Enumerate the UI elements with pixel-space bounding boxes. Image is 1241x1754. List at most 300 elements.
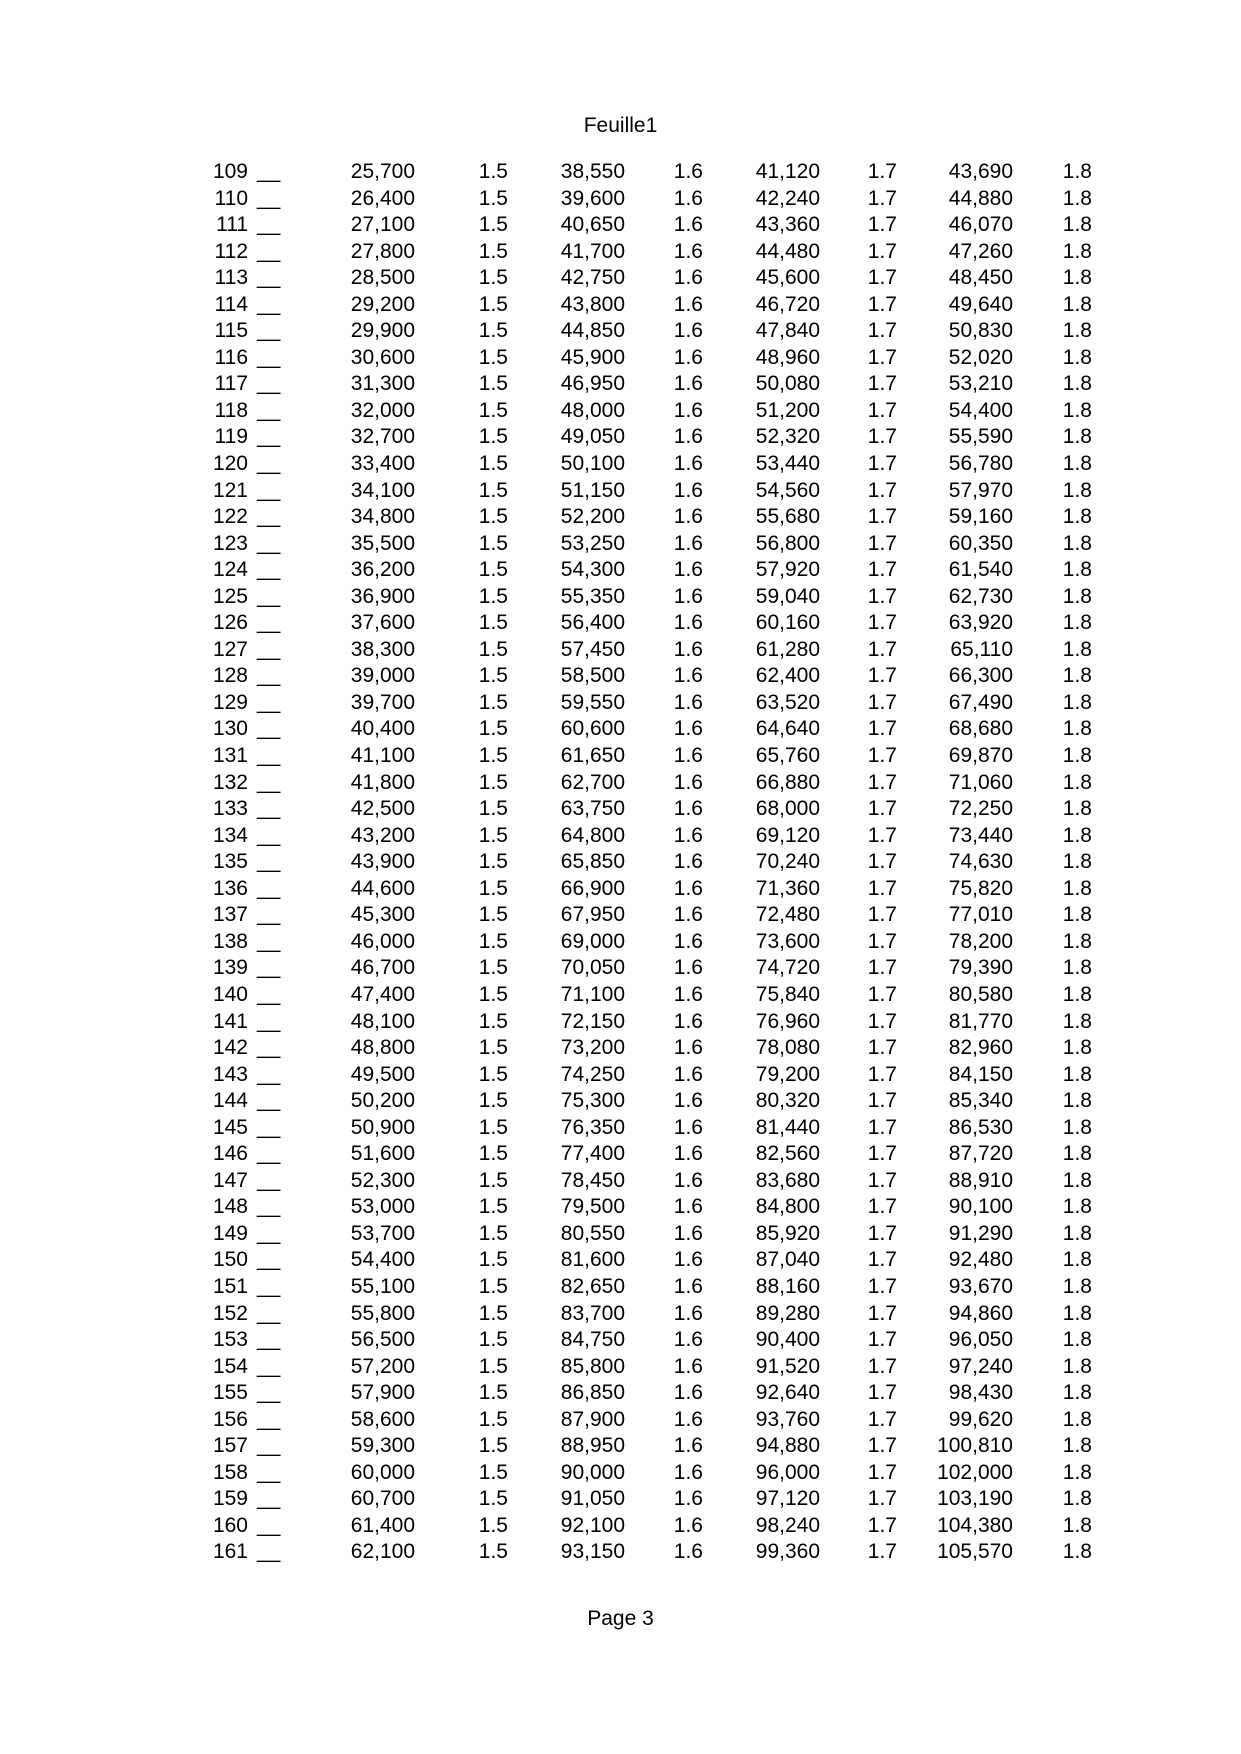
cell-coefficient-1-5: 1.5 bbox=[478, 398, 508, 422]
table-row bbox=[195, 796, 1092, 823]
cell-underscore-mark: __ bbox=[257, 160, 281, 183]
cell-amount-times-1-5: 78,450 bbox=[560, 1168, 625, 1192]
cell-coefficient-1-7: 1.7 bbox=[867, 1434, 897, 1458]
cell-coefficient-1-7: 1.7 bbox=[867, 1381, 897, 1405]
table-row bbox=[195, 1301, 1092, 1328]
cell-amount-times-1-5: 56,400 bbox=[560, 611, 625, 635]
cell-line-number: 126 bbox=[212, 611, 248, 635]
cell-coefficient-1-8: 1.8 bbox=[1062, 611, 1092, 635]
cell-base-amount: 46,700 bbox=[350, 956, 415, 980]
cell-amount-times-1-5: 72,150 bbox=[560, 1009, 625, 1033]
cell-coefficient-1-6: 1.6 bbox=[673, 956, 703, 980]
cell-coefficient-1-8: 1.8 bbox=[1062, 717, 1092, 741]
cell-amount-times-1-5: 41,700 bbox=[560, 239, 625, 263]
cell-amount-times-1-5: 64,800 bbox=[560, 823, 625, 847]
cell-amount-times-1-7: 44,880 bbox=[948, 186, 1013, 210]
cell-underscore-mark: __ bbox=[257, 1540, 281, 1564]
cell-amount-times-1-5: 57,450 bbox=[560, 637, 625, 661]
cell-underscore-mark: __ bbox=[257, 823, 281, 847]
cell-amount-times-1-6: 62,400 bbox=[755, 664, 820, 688]
cell-amount-times-1-6: 42,240 bbox=[755, 186, 820, 210]
cell-coefficient-1-6: 1.6 bbox=[673, 1301, 703, 1325]
cell-line-number: 145 bbox=[212, 1115, 248, 1139]
cell-base-amount: 56,500 bbox=[350, 1328, 415, 1352]
cell-coefficient-1-6: 1.6 bbox=[673, 160, 703, 183]
cell-coefficient-1-6: 1.6 bbox=[673, 850, 703, 874]
cell-underscore-mark: __ bbox=[257, 266, 281, 290]
cell-coefficient-1-8: 1.8 bbox=[1062, 505, 1092, 529]
cell-line-number: 146 bbox=[212, 1142, 248, 1166]
cell-base-amount: 40,400 bbox=[350, 717, 415, 741]
cell-amount-times-1-7: 90,100 bbox=[948, 1195, 1013, 1219]
cell-amount-times-1-5: 86,850 bbox=[560, 1381, 625, 1405]
cell-amount-times-1-6: 76,960 bbox=[755, 1009, 820, 1033]
cell-coefficient-1-7: 1.7 bbox=[867, 345, 897, 369]
cell-base-amount: 38,300 bbox=[350, 637, 415, 661]
cell-amount-times-1-5: 87,900 bbox=[560, 1407, 625, 1431]
cell-coefficient-1-5: 1.5 bbox=[478, 425, 508, 449]
cell-coefficient-1-7: 1.7 bbox=[867, 558, 897, 582]
cell-underscore-mark: __ bbox=[257, 903, 281, 927]
cell-coefficient-1-8: 1.8 bbox=[1062, 1301, 1092, 1325]
cell-base-amount: 55,100 bbox=[350, 1274, 415, 1298]
cell-coefficient-1-7: 1.7 bbox=[867, 611, 897, 635]
cell-underscore-mark: __ bbox=[257, 584, 281, 608]
cell-amount-times-1-7: 65,110 bbox=[950, 637, 1013, 661]
cell-amount-times-1-7: 88,910 bbox=[948, 1168, 1013, 1192]
cell-coefficient-1-6: 1.6 bbox=[673, 186, 703, 210]
cell-amount-times-1-7: 74,630 bbox=[948, 850, 1013, 874]
cell-coefficient-1-7: 1.7 bbox=[867, 292, 897, 316]
cell-amount-times-1-5: 54,300 bbox=[560, 558, 625, 582]
cell-amount-times-1-7: 73,440 bbox=[948, 823, 1013, 847]
cell-coefficient-1-5: 1.5 bbox=[478, 823, 508, 847]
cell-base-amount: 52,300 bbox=[350, 1168, 415, 1192]
cell-amount-times-1-5: 93,150 bbox=[560, 1540, 625, 1564]
table-row bbox=[195, 1247, 1092, 1274]
cell-coefficient-1-5: 1.5 bbox=[478, 186, 508, 210]
cell-coefficient-1-6: 1.6 bbox=[673, 744, 703, 768]
cell-coefficient-1-8: 1.8 bbox=[1062, 319, 1092, 343]
cell-coefficient-1-5: 1.5 bbox=[478, 345, 508, 369]
cell-coefficient-1-7: 1.7 bbox=[867, 160, 897, 183]
cell-coefficient-1-7: 1.7 bbox=[867, 398, 897, 422]
cell-amount-times-1-7: 69,870 bbox=[948, 744, 1013, 768]
cell-base-amount: 53,700 bbox=[350, 1221, 415, 1245]
cell-amount-times-1-6: 81,440 bbox=[755, 1115, 820, 1139]
cell-base-amount: 31,300 bbox=[350, 372, 415, 396]
cell-amount-times-1-5: 81,600 bbox=[560, 1248, 625, 1272]
cell-coefficient-1-6: 1.6 bbox=[673, 1381, 703, 1405]
cell-coefficient-1-8: 1.8 bbox=[1062, 1009, 1092, 1033]
cell-underscore-mark: __ bbox=[257, 1221, 281, 1245]
cell-line-number: 150 bbox=[212, 1248, 248, 1272]
cell-amount-times-1-6: 51,200 bbox=[755, 398, 820, 422]
cell-coefficient-1-7: 1.7 bbox=[867, 531, 897, 555]
cell-coefficient-1-8: 1.8 bbox=[1062, 186, 1092, 210]
table-row bbox=[195, 1115, 1092, 1142]
cell-line-number: 118 bbox=[214, 398, 248, 422]
cell-underscore-mark: __ bbox=[257, 452, 281, 476]
cell-amount-times-1-5: 52,200 bbox=[560, 505, 625, 529]
cell-coefficient-1-8: 1.8 bbox=[1062, 1062, 1092, 1086]
cell-coefficient-1-6: 1.6 bbox=[673, 1036, 703, 1060]
cell-coefficient-1-6: 1.6 bbox=[673, 664, 703, 688]
cell-amount-times-1-6: 57,920 bbox=[755, 558, 820, 582]
cell-amount-times-1-7: 49,640 bbox=[948, 292, 1013, 316]
cell-coefficient-1-5: 1.5 bbox=[478, 505, 508, 529]
cell-coefficient-1-7: 1.7 bbox=[867, 717, 897, 741]
cell-coefficient-1-5: 1.5 bbox=[478, 292, 508, 316]
table-row bbox=[195, 1035, 1092, 1062]
cell-underscore-mark: __ bbox=[257, 744, 281, 768]
cell-coefficient-1-7: 1.7 bbox=[867, 876, 897, 900]
table-row bbox=[195, 1009, 1092, 1036]
cell-line-number: 143 bbox=[212, 1062, 248, 1086]
cell-coefficient-1-5: 1.5 bbox=[478, 850, 508, 874]
cell-amount-times-1-6: 53,440 bbox=[755, 452, 820, 476]
cell-coefficient-1-7: 1.7 bbox=[867, 637, 897, 661]
cell-coefficient-1-6: 1.6 bbox=[673, 770, 703, 794]
cell-coefficient-1-5: 1.5 bbox=[478, 956, 508, 980]
cell-coefficient-1-7: 1.7 bbox=[867, 1540, 897, 1564]
cell-coefficient-1-7: 1.7 bbox=[867, 690, 897, 714]
cell-underscore-mark: __ bbox=[257, 797, 281, 821]
cell-underscore-mark: __ bbox=[257, 558, 281, 582]
cell-amount-times-1-6: 98,240 bbox=[755, 1513, 820, 1537]
cell-underscore-mark: __ bbox=[257, 1434, 281, 1458]
table-row bbox=[195, 823, 1092, 850]
cell-coefficient-1-5: 1.5 bbox=[478, 1540, 508, 1564]
table-row bbox=[195, 1460, 1092, 1487]
cell-amount-times-1-6: 85,920 bbox=[755, 1221, 820, 1245]
cell-coefficient-1-5: 1.5 bbox=[478, 1328, 508, 1352]
cell-amount-times-1-7: 46,070 bbox=[948, 213, 1013, 237]
cell-underscore-mark: __ bbox=[257, 319, 281, 343]
cell-coefficient-1-7: 1.7 bbox=[867, 425, 897, 449]
cell-amount-times-1-7: 56,780 bbox=[948, 452, 1013, 476]
cell-coefficient-1-5: 1.5 bbox=[478, 929, 508, 953]
cell-base-amount: 28,500 bbox=[350, 266, 415, 290]
cell-line-number: 139 bbox=[212, 956, 248, 980]
cell-coefficient-1-8: 1.8 bbox=[1062, 558, 1092, 582]
cell-coefficient-1-6: 1.6 bbox=[673, 1168, 703, 1192]
cell-base-amount: 43,200 bbox=[350, 823, 415, 847]
cell-coefficient-1-6: 1.6 bbox=[673, 876, 703, 900]
cell-underscore-mark: __ bbox=[257, 850, 281, 874]
cell-coefficient-1-8: 1.8 bbox=[1062, 1036, 1092, 1060]
cell-amount-times-1-5: 50,100 bbox=[560, 452, 625, 476]
cell-underscore-mark: __ bbox=[257, 1354, 281, 1378]
cell-amount-times-1-5: 70,050 bbox=[560, 956, 625, 980]
cell-amount-times-1-6: 82,560 bbox=[755, 1142, 820, 1166]
cell-underscore-mark: __ bbox=[257, 956, 281, 980]
cell-line-number: 117 bbox=[214, 372, 248, 396]
cell-base-amount: 29,900 bbox=[350, 319, 415, 343]
cell-coefficient-1-8: 1.8 bbox=[1062, 213, 1092, 237]
cell-base-amount: 29,200 bbox=[350, 292, 415, 316]
cell-amount-times-1-7: 96,050 bbox=[948, 1328, 1013, 1352]
cell-coefficient-1-8: 1.8 bbox=[1062, 1168, 1092, 1192]
cell-base-amount: 39,700 bbox=[350, 690, 415, 714]
cell-underscore-mark: __ bbox=[257, 611, 281, 635]
cell-base-amount: 50,200 bbox=[350, 1089, 415, 1113]
cell-coefficient-1-5: 1.5 bbox=[478, 478, 508, 502]
cell-amount-times-1-7: 75,820 bbox=[948, 876, 1013, 900]
cell-underscore-mark: __ bbox=[257, 1036, 281, 1060]
cell-amount-times-1-6: 70,240 bbox=[755, 850, 820, 874]
cell-amount-times-1-5: 43,800 bbox=[560, 292, 625, 316]
cell-coefficient-1-8: 1.8 bbox=[1062, 1434, 1092, 1458]
cell-coefficient-1-7: 1.7 bbox=[867, 213, 897, 237]
cell-underscore-mark: __ bbox=[257, 239, 281, 263]
table-row bbox=[195, 1407, 1092, 1434]
cell-line-number: 157 bbox=[212, 1434, 248, 1458]
cell-base-amount: 43,900 bbox=[350, 850, 415, 874]
cell-coefficient-1-8: 1.8 bbox=[1062, 372, 1092, 396]
cell-coefficient-1-6: 1.6 bbox=[673, 478, 703, 502]
cell-base-amount: 50,900 bbox=[350, 1115, 415, 1139]
cell-coefficient-1-6: 1.6 bbox=[673, 1434, 703, 1458]
cell-coefficient-1-6: 1.6 bbox=[673, 266, 703, 290]
cell-coefficient-1-8: 1.8 bbox=[1062, 1381, 1092, 1405]
cell-coefficient-1-6: 1.6 bbox=[673, 558, 703, 582]
cell-underscore-mark: __ bbox=[257, 213, 281, 237]
cell-amount-times-1-5: 55,350 bbox=[560, 584, 625, 608]
cell-underscore-mark: __ bbox=[257, 398, 281, 422]
cell-underscore-mark: __ bbox=[257, 1460, 281, 1484]
table-row bbox=[195, 1274, 1092, 1301]
cell-coefficient-1-6: 1.6 bbox=[673, 425, 703, 449]
cell-coefficient-1-7: 1.7 bbox=[867, 929, 897, 953]
cell-coefficient-1-8: 1.8 bbox=[1062, 1513, 1092, 1537]
table-row bbox=[195, 504, 1092, 531]
cell-amount-times-1-6: 73,600 bbox=[755, 929, 820, 953]
cell-amount-times-1-7: 82,960 bbox=[948, 1036, 1013, 1060]
cell-amount-times-1-7: 105,570 bbox=[937, 1540, 1013, 1564]
cell-coefficient-1-5: 1.5 bbox=[478, 1036, 508, 1060]
cell-base-amount: 62,100 bbox=[350, 1540, 415, 1564]
cell-line-number: 132 bbox=[212, 770, 248, 794]
cell-amount-times-1-7: 86,530 bbox=[948, 1115, 1013, 1139]
cell-coefficient-1-6: 1.6 bbox=[673, 690, 703, 714]
cell-coefficient-1-6: 1.6 bbox=[673, 1407, 703, 1431]
cell-coefficient-1-5: 1.5 bbox=[478, 584, 508, 608]
cell-line-number: 133 bbox=[212, 797, 248, 821]
cell-coefficient-1-5: 1.5 bbox=[478, 717, 508, 741]
cell-amount-times-1-7: 98,430 bbox=[948, 1381, 1013, 1405]
cell-amount-times-1-6: 44,480 bbox=[755, 239, 820, 263]
cell-amount-times-1-5: 82,650 bbox=[560, 1274, 625, 1298]
cell-coefficient-1-8: 1.8 bbox=[1062, 1221, 1092, 1245]
cell-line-number: 122 bbox=[212, 505, 248, 529]
cell-coefficient-1-6: 1.6 bbox=[673, 319, 703, 343]
cell-base-amount: 34,800 bbox=[350, 505, 415, 529]
cell-amount-times-1-7: 84,150 bbox=[948, 1062, 1013, 1086]
cell-underscore-mark: __ bbox=[257, 770, 281, 794]
table-row bbox=[195, 1141, 1092, 1168]
cell-coefficient-1-6: 1.6 bbox=[673, 531, 703, 555]
cell-amount-times-1-5: 83,700 bbox=[560, 1301, 625, 1325]
cell-coefficient-1-7: 1.7 bbox=[867, 1354, 897, 1378]
cell-amount-times-1-5: 65,850 bbox=[560, 850, 625, 874]
cell-base-amount: 32,000 bbox=[350, 398, 415, 422]
cell-line-number: 159 bbox=[212, 1487, 248, 1511]
cell-base-amount: 41,100 bbox=[350, 744, 415, 768]
cell-coefficient-1-8: 1.8 bbox=[1062, 637, 1092, 661]
cell-amount-times-1-5: 79,500 bbox=[560, 1195, 625, 1219]
cell-coefficient-1-8: 1.8 bbox=[1062, 478, 1092, 502]
cell-underscore-mark: __ bbox=[257, 345, 281, 369]
cell-base-amount: 47,400 bbox=[350, 982, 415, 1006]
cell-line-number: 158 bbox=[212, 1460, 248, 1484]
table-row bbox=[195, 743, 1092, 770]
cell-amount-times-1-6: 87,040 bbox=[755, 1248, 820, 1272]
cell-base-amount: 49,500 bbox=[350, 1062, 415, 1086]
cell-amount-times-1-5: 77,400 bbox=[560, 1142, 625, 1166]
cell-base-amount: 59,300 bbox=[350, 1434, 415, 1458]
cell-amount-times-1-7: 100,810 bbox=[937, 1434, 1013, 1458]
cell-amount-times-1-7: 103,190 bbox=[937, 1487, 1013, 1511]
table-row bbox=[195, 318, 1092, 345]
table-row bbox=[195, 478, 1092, 505]
cell-amount-times-1-5: 39,600 bbox=[560, 186, 625, 210]
cell-coefficient-1-8: 1.8 bbox=[1062, 1328, 1092, 1352]
cell-coefficient-1-7: 1.7 bbox=[867, 266, 897, 290]
cell-amount-times-1-7: 52,020 bbox=[948, 345, 1013, 369]
cell-amount-times-1-6: 47,840 bbox=[755, 319, 820, 343]
cell-base-amount: 55,800 bbox=[350, 1301, 415, 1325]
cell-amount-times-1-6: 63,520 bbox=[755, 690, 820, 714]
cell-coefficient-1-6: 1.6 bbox=[673, 398, 703, 422]
cell-coefficient-1-6: 1.6 bbox=[673, 823, 703, 847]
cell-amount-times-1-5: 60,600 bbox=[560, 717, 625, 741]
cell-amount-times-1-6: 54,560 bbox=[755, 478, 820, 502]
cell-amount-times-1-6: 56,800 bbox=[755, 531, 820, 555]
cell-coefficient-1-8: 1.8 bbox=[1062, 425, 1092, 449]
cell-line-number: 113 bbox=[214, 266, 248, 290]
cell-amount-times-1-5: 90,000 bbox=[560, 1460, 625, 1484]
cell-line-number: 128 bbox=[212, 664, 248, 688]
cell-coefficient-1-8: 1.8 bbox=[1062, 876, 1092, 900]
cell-amount-times-1-5: 49,050 bbox=[560, 425, 625, 449]
cell-amount-times-1-5: 80,550 bbox=[560, 1221, 625, 1245]
cell-amount-times-1-6: 60,160 bbox=[755, 611, 820, 635]
cell-amount-times-1-6: 72,480 bbox=[755, 903, 820, 927]
cell-amount-times-1-6: 97,120 bbox=[755, 1487, 820, 1511]
cell-underscore-mark: __ bbox=[257, 1115, 281, 1139]
cell-coefficient-1-6: 1.6 bbox=[673, 505, 703, 529]
cell-coefficient-1-5: 1.5 bbox=[478, 744, 508, 768]
cell-amount-times-1-5: 69,000 bbox=[560, 929, 625, 953]
cell-base-amount: 30,600 bbox=[350, 345, 415, 369]
cell-coefficient-1-5: 1.5 bbox=[478, 1115, 508, 1139]
cell-coefficient-1-5: 1.5 bbox=[478, 1407, 508, 1431]
cell-base-amount: 36,200 bbox=[350, 558, 415, 582]
cell-amount-times-1-7: 78,200 bbox=[948, 929, 1013, 953]
cell-coefficient-1-7: 1.7 bbox=[867, 1513, 897, 1537]
cell-base-amount: 25,700 bbox=[350, 160, 415, 183]
cell-coefficient-1-5: 1.5 bbox=[478, 531, 508, 555]
cell-base-amount: 48,800 bbox=[350, 1036, 415, 1060]
table-row bbox=[195, 371, 1092, 398]
cell-coefficient-1-6: 1.6 bbox=[673, 292, 703, 316]
cell-amount-times-1-7: 55,590 bbox=[948, 425, 1013, 449]
table-row bbox=[195, 1168, 1092, 1195]
cell-underscore-mark: __ bbox=[257, 186, 281, 210]
cell-coefficient-1-6: 1.6 bbox=[673, 982, 703, 1006]
cell-amount-times-1-6: 52,320 bbox=[755, 425, 820, 449]
cell-amount-times-1-6: 48,960 bbox=[755, 345, 820, 369]
cell-line-number: 111 bbox=[216, 213, 248, 237]
cell-amount-times-1-7: 85,340 bbox=[948, 1089, 1013, 1113]
cell-underscore-mark: __ bbox=[257, 637, 281, 661]
cell-coefficient-1-7: 1.7 bbox=[867, 1168, 897, 1192]
cell-line-number: 129 bbox=[212, 690, 248, 714]
table-row bbox=[195, 610, 1092, 637]
cell-coefficient-1-6: 1.6 bbox=[673, 584, 703, 608]
page-footer: Page 3 bbox=[587, 1607, 654, 1630]
cell-underscore-mark: __ bbox=[257, 478, 281, 502]
cell-amount-times-1-6: 61,280 bbox=[755, 637, 820, 661]
cell-amount-times-1-5: 92,100 bbox=[560, 1513, 625, 1537]
cell-amount-times-1-5: 42,750 bbox=[560, 266, 625, 290]
cell-coefficient-1-6: 1.6 bbox=[673, 1195, 703, 1219]
cell-coefficient-1-7: 1.7 bbox=[867, 1009, 897, 1033]
cell-amount-times-1-6: 65,760 bbox=[755, 744, 820, 768]
cell-coefficient-1-5: 1.5 bbox=[478, 690, 508, 714]
cell-coefficient-1-7: 1.7 bbox=[867, 903, 897, 927]
cell-line-number: 123 bbox=[212, 531, 248, 555]
table-row bbox=[195, 929, 1092, 956]
cell-coefficient-1-6: 1.6 bbox=[673, 1354, 703, 1378]
cell-amount-times-1-7: 92,480 bbox=[948, 1248, 1013, 1272]
cell-coefficient-1-5: 1.5 bbox=[478, 982, 508, 1006]
cell-line-number: 131 bbox=[212, 744, 248, 768]
table-row bbox=[195, 1221, 1092, 1248]
cell-coefficient-1-7: 1.7 bbox=[867, 850, 897, 874]
cell-base-amount: 33,400 bbox=[350, 452, 415, 476]
cell-coefficient-1-7: 1.7 bbox=[867, 1407, 897, 1431]
cell-line-number: 160 bbox=[212, 1513, 248, 1537]
cell-amount-times-1-6: 71,360 bbox=[755, 876, 820, 900]
cell-amount-times-1-6: 43,360 bbox=[755, 213, 820, 237]
cell-coefficient-1-5: 1.5 bbox=[478, 637, 508, 661]
cell-underscore-mark: __ bbox=[257, 1381, 281, 1405]
table-row bbox=[195, 1539, 1092, 1566]
cell-amount-times-1-5: 63,750 bbox=[560, 797, 625, 821]
cell-amount-times-1-7: 68,680 bbox=[948, 717, 1013, 741]
cell-coefficient-1-6: 1.6 bbox=[673, 1328, 703, 1352]
cell-base-amount: 60,000 bbox=[350, 1460, 415, 1484]
cell-coefficient-1-5: 1.5 bbox=[478, 1009, 508, 1033]
cell-base-amount: 53,000 bbox=[350, 1195, 415, 1219]
table-row bbox=[195, 159, 1092, 186]
cell-coefficient-1-8: 1.8 bbox=[1062, 1540, 1092, 1564]
cell-coefficient-1-8: 1.8 bbox=[1062, 531, 1092, 555]
cell-coefficient-1-7: 1.7 bbox=[867, 823, 897, 847]
cell-coefficient-1-5: 1.5 bbox=[478, 1248, 508, 1272]
table-row bbox=[195, 531, 1092, 558]
cell-coefficient-1-5: 1.5 bbox=[478, 1062, 508, 1086]
cell-amount-times-1-6: 93,760 bbox=[755, 1407, 820, 1431]
table-row bbox=[195, 690, 1092, 717]
cell-underscore-mark: __ bbox=[257, 690, 281, 714]
cell-line-number: 136 bbox=[212, 876, 248, 900]
cell-base-amount: 36,900 bbox=[350, 584, 415, 608]
cell-underscore-mark: __ bbox=[257, 1274, 281, 1298]
cell-coefficient-1-7: 1.7 bbox=[867, 1301, 897, 1325]
